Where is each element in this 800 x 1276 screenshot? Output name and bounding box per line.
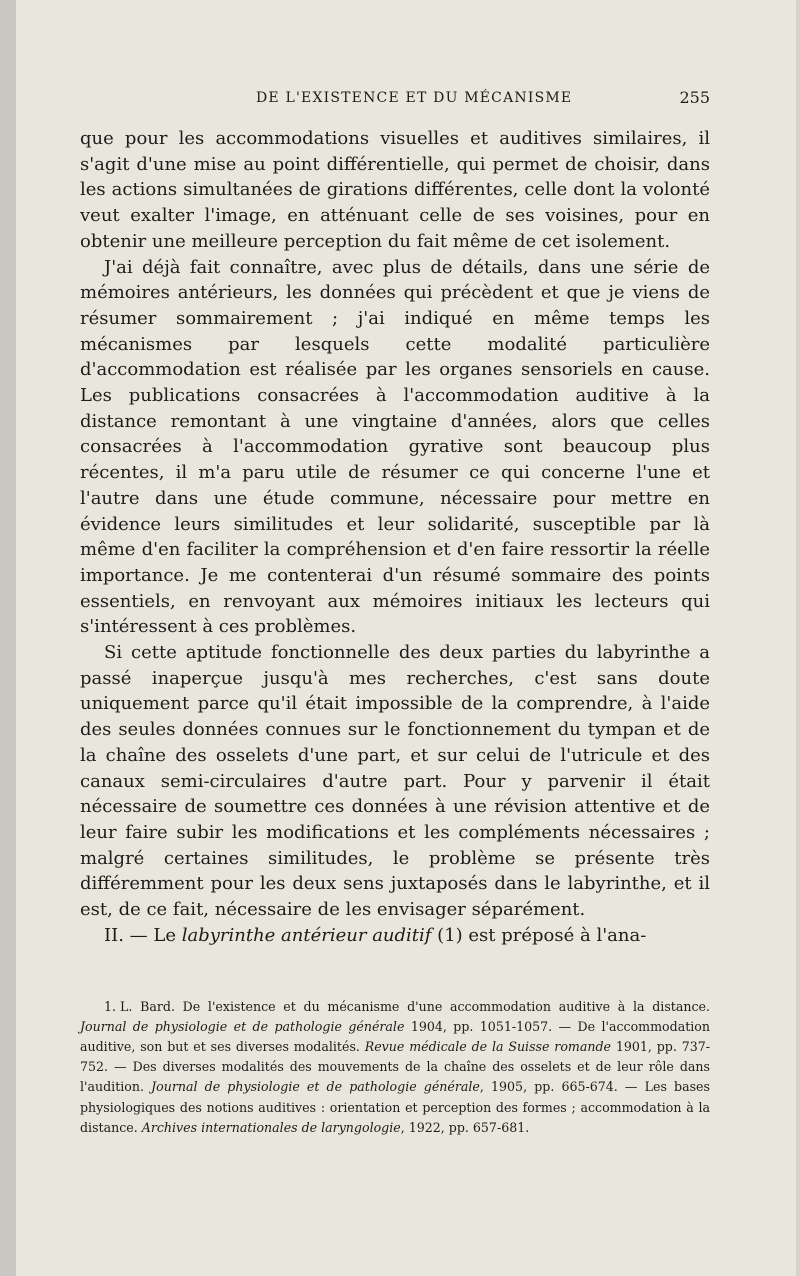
footnote-journal-title: Revue médicale de la Suisse romande [364,1038,611,1054]
paragraph-labyrinth-parts: Si cette aptitude fonctionnelle des deux parties du labyrinthe a passé inaperçue jusqu'à mes recherches, c'est sans doute uniquement parce qu'il était impossible de la comprendre, à l'aide des seules données connues sur le fonctionnement du tympan et de la chaîne des osselets d'une part, et sur celui de l'utricule et des canaux semi-circulaires d'autre part. Pour y parvenir il était nécessaire de soumettre ces données à une révision attentive et de leur faire subir les modifications et les compléments nécessaires ; malgré certaines similitudes, le problème se présente très différemment pour les deux sens juxtaposés dans le labyrinthe, et il est, de ce fait, nécessaire de les envisager séparément. [80,642,710,921]
footnote-journal-title: Journal de physiologie et de pathologie générale [80,1018,405,1034]
section-ii-lead: II. — Le [104,924,182,946]
body-text [80,126,710,949]
footnote-text-part: 1901, pp. 737-752. — Des diverses modalités des mouvements de la chaîne des osselets et de leur rôle dans l'audition. [80,1038,711,1095]
paragraph-previous-memoirs: J'ai déjà fait connaître, avec plus de détails, dans une série de mémoires antérieurs, les données qui précèdent et que je viens de résumer sommairement ; j'ai indiqué en même temps les mécanismes par lesquels cette modalité particulière d'accommodation est réalisée par les organes sensoriels en cause. Les publications consacrées à l'accommodation auditive à la distance remontant à une vingtaine d'années, alors que celles consacrées à l'accommodation gyrative sont beaucoup plus récentes, il m'a paru utile de résumer ce qui concerne l'une et l'autre dans une étude commune, nécessaire pour mettre en évidence leurs similitudes et leur solidarité, susceptible par là même d'en faciliter la compréhension et d'en faire ressortir la réelle importance. Je me contenterai d'un résumé sommaire des points essentiels, en renvoyant aux mémoires initiaux les lecteurs qui s'intéressent à ces problèmes. [80,256,710,638]
footnote-text-part: L. Bard. De l'existence et du mécanisme d'une accommodation auditive à la distance. [120,998,710,1014]
footnote-text-part: , 1922, pp. 657-681. [400,1119,530,1135]
footnote-journal-title: Archives internationales de laryngologie [141,1119,401,1135]
section-ii-italic-term: labyrinthe antérieur auditif [181,924,432,946]
running-header [80,90,710,114]
section-ii-tail: (1) est préposé à l'ana- [431,924,647,946]
running-header-title: DE L'EXISTENCE ET DU MÉCANISME [256,90,573,106]
footnote-label: 1. [104,998,117,1014]
paragraph-continuation: que pour les accommodations visuelles et auditives similaires, il s'agit d'une mise au point différentielle, qui permet de choisir, dans les actions simultanées de girations différentes, celle dont la volonté veut exalter l'image, en atténuant celle de ses voisines, pour en obtenir une meilleure perception du fait même de cet isolement. [80,128,710,252]
book-page [80,90,710,1138]
footnotes [80,997,710,1138]
scan-border-left [0,0,16,1276]
footnote-text-part: 1904, pp. 1051-1057. — De l'accommodation auditive, son but et ses diverses modalités. [80,1018,710,1054]
scan-border-right [796,0,800,1276]
paragraph-section-ii [80,923,710,949]
footnote-text-part: , 1905, pp. 665-674. — Les bases physiologiques des notions auditives : orientation et perception des formes ; accommodation à la distance. [80,1079,710,1135]
page-number: 255 [679,88,710,107]
footnote-1 [80,997,710,1138]
footnote-journal-title: Journal de physiologie et de pathologie générale [151,1079,480,1095]
